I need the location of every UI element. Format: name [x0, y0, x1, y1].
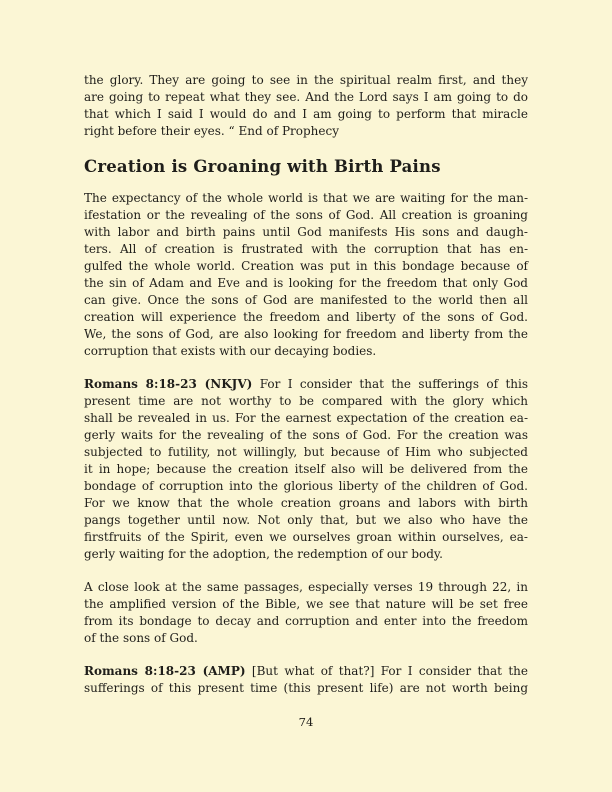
- text-line: the glory. They are going to see in the spiritual realm first, and they: [84, 73, 528, 87]
- text-line: from its bondage to decay and corruption and enter into the freedom: [84, 614, 528, 628]
- text-line: with labor and birth pains until God manifests His sons and daugh-: [84, 225, 528, 239]
- verse-reference: Romans 8:18-23 (AMP): [84, 664, 246, 678]
- text-line: Romans 8:18-23 (AMP) [But what of that?] For I consider that the: [84, 664, 529, 678]
- text-line: creation will experience the freedom and liberty of the sons of God.: [84, 310, 528, 324]
- text-line: pangs together until now. Not only that, but we also who have the: [84, 513, 528, 527]
- text-line: corruption that exists with our decaying bodies.: [84, 344, 377, 358]
- text-line: are going to repeat what they see. And the Lord says I am going to do: [84, 90, 528, 104]
- text-line: of the sons of God.: [84, 631, 198, 645]
- paragraph: [84, 72, 528, 140]
- text-line: shall be revealed in us. For the earnest expectation of the creation ea-: [84, 411, 528, 425]
- text-line: gerly waits for the revealing of the sons of God. For the creation was: [84, 428, 528, 442]
- text-line: present time are not worthy to be compared with the glory which: [84, 394, 528, 408]
- paragraph: [84, 663, 528, 697]
- text-line: the sin of Adam and Eve and is looking for the freedom that only God: [84, 276, 528, 290]
- paragraph: [84, 190, 528, 360]
- text-line: subjected to futility, not willingly, but because of Him who subjected: [84, 445, 528, 459]
- section-heading: Creation is Groaning with Birth Pains: [84, 157, 441, 176]
- text-line: bondage of corruption into the glorious liberty of the children of God.: [84, 479, 528, 493]
- text-line: sufferings of this present time (this present life) are not worth being: [84, 681, 528, 695]
- page-number: 74: [298, 715, 314, 729]
- verse-reference: Romans 8:18-23 (NKJV): [84, 377, 253, 391]
- text-line: Romans 8:18-23 (NKJV) For I consider that the sufferings of this: [84, 377, 529, 391]
- text-line: ifestation or the revealing of the sons of God. All creation is groaning: [84, 208, 528, 222]
- text-line: the amplified version of the Bible, we see that nature will be set free: [84, 597, 528, 611]
- paragraph: [84, 376, 528, 563]
- text-line: firstfruits of the Spirit, even we ourselves groan within ourselves, ea-: [84, 530, 528, 544]
- paragraph: [84, 579, 528, 647]
- text-line: gulfed the whole world. Creation was put in this bondage because of: [84, 259, 528, 273]
- text-line: it in hope; because the creation itself also will be delivered from the: [84, 462, 528, 476]
- text-line: For we know that the whole creation groans and labors with birth: [84, 496, 528, 510]
- text-line: right before their eyes. “ End of Prophecy: [84, 124, 339, 138]
- text-line: ters. All of creation is frustrated with the corruption that has en-: [84, 242, 528, 256]
- text-line: that which I said I would do and I am going to perform that miracle: [84, 107, 528, 121]
- text-line: We, the sons of God, are also looking for freedom and liberty from the: [84, 327, 528, 341]
- text-line: can give. Once the sons of God are manifested to the world then all: [84, 293, 528, 307]
- page-body: [84, 72, 528, 697]
- text-line: gerly waiting for the adoption, the redemption of our body.: [84, 547, 443, 561]
- text-line: The expectancy of the whole world is that we are waiting for the man-: [84, 191, 528, 205]
- text-line: A close look at the same passages, especially verses 19 through 22, in: [84, 580, 528, 594]
